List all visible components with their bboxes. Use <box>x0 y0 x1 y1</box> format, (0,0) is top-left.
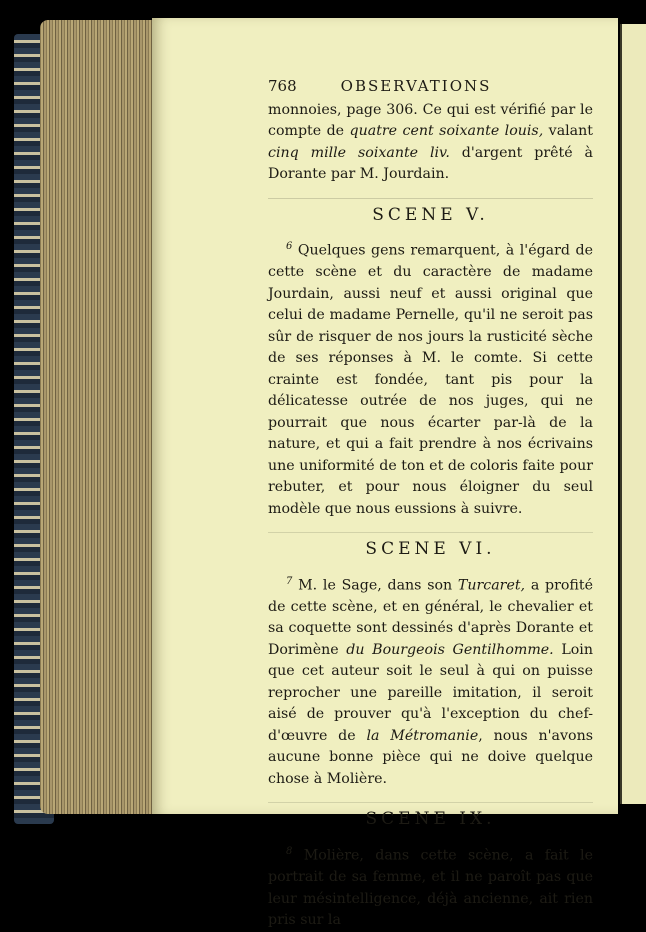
intro-italic-2: cinq mille soixante liv. <box>268 144 450 161</box>
note-italic: Turcaret, <box>457 577 526 594</box>
page-content <box>268 76 593 932</box>
running-title: OBSERVATIONS <box>340 77 492 95</box>
intro-text-2: valant <box>543 123 593 139</box>
page-edges <box>40 20 158 814</box>
scene-heading-ix: SCENE IX. <box>268 802 593 831</box>
running-head <box>268 76 593 98</box>
note-paragraph-7 <box>268 571 593 791</box>
intro-text-1: monnoies, page 306. Ce qui est vérifié par le compte de <box>268 101 593 139</box>
adjacent-page-edge <box>620 24 646 804</box>
note-text: Molière, dans cette scène, a fait le portrait de sa femme, et il ne paroît pas que leur mésintelligence, déjà ancienne, ait rien pris sur la <box>268 847 593 929</box>
note-paragraph-8 <box>268 841 593 932</box>
note-text: a profité de cette scène, et en général, le chevalier et sa coquette sont dessinés d'après Dorante et Dorimène <box>268 577 593 658</box>
intro-italic-1: quatre cent soixante louis, <box>349 123 544 139</box>
scene-heading-vi: SCENE VI. <box>268 532 593 561</box>
note-text: Quelques gens remarquent, à l'égard de cette scène et du caractère de madame Jourdain, aussi neuf et aussi original que celui de madame Pernelle, qu'il ne seroit pas sûr de risquer de nos jours la rusticité sèche de ses réponses à M. le comte. Si cette crainte est fondée, tant pis pour la délicatesse outrée de nos juges, qui ne pourrait que nous écarter par-là de la nature, et qui a fait prendre à nos écrivains une uniformité de ton et de coloris faite pour rebuter, et pour nous éloigner du seul modèle que nous eussions à suivre. <box>268 242 593 517</box>
note-text: , nous n'avons aucune bonne pièce qui ne doive quelque chose à Molière. <box>268 727 593 787</box>
note-marker: 7 <box>286 575 293 587</box>
page-number: 768 <box>268 77 297 95</box>
note-text: Loin que cet auteur soit le seul à qui on puisse reprocher une pareille imitation, il seroit aisé de prouver qu'à l'exception du chef-d'œuvre de <box>268 641 593 744</box>
note-marker: 8 <box>286 845 293 857</box>
intro-text-3: d'argent prêté à Dorante par M. Jourdain. <box>268 144 593 182</box>
note-text: M. le Sage, dans son <box>298 577 458 594</box>
scene-heading-v: SCENE V. <box>268 198 593 227</box>
note-paragraph-6 <box>268 236 593 520</box>
note-marker: 6 <box>286 241 293 252</box>
intro-paragraph <box>268 100 593 186</box>
note-italic: du Bourgeois Gentilhomme. <box>346 641 554 658</box>
note-italic: la Métromanie <box>366 727 479 744</box>
